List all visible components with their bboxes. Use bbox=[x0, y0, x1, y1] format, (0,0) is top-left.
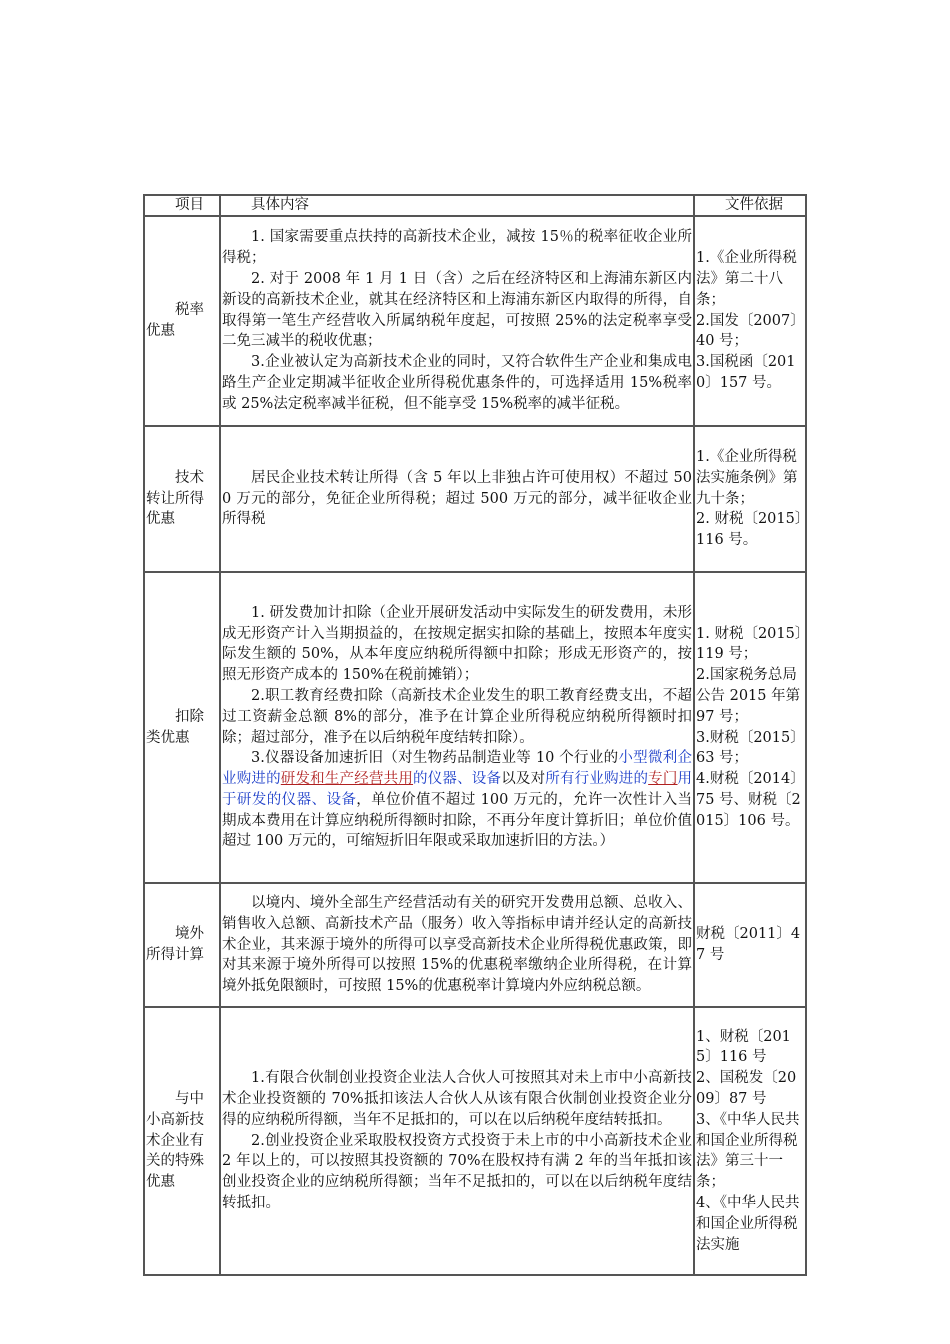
content-paragraph: 居民企业技术转让所得（含 5 年以上非独占许可使用权）不超过 500 万元的部分，免征企业所得税；超过 500 万元的部分，减半征收企业所得税 bbox=[222, 469, 692, 528]
header-content: 具体内容 bbox=[220, 195, 694, 216]
header-item: 项目 bbox=[144, 195, 220, 216]
content-cell bbox=[220, 426, 694, 572]
content-cell bbox=[220, 1007, 694, 1275]
item-cell: 扣除类优惠 bbox=[144, 572, 220, 883]
content-paragraph: 1. 国家需要重点扶持的高新技术企业，减按 15％的税率征收企业所得税； bbox=[222, 229, 692, 267]
basis-cell bbox=[694, 1007, 806, 1275]
basis-line: 2.国发〔2007〕40 号； bbox=[696, 312, 798, 350]
basis-line: 2. 财税〔2015〕116 号。 bbox=[696, 511, 803, 549]
content-cell bbox=[220, 883, 694, 1007]
content-paragraph: 2.职工教育经费扣除（高新技术企业发生的职工教育经费支出，不超过工资薪金总额 8%的部分，准予在计算企业所得税应纳税所得额时扣除；超过部分，准予在以后纳税年度结转扣除）。 bbox=[222, 687, 692, 746]
basis-cell bbox=[694, 426, 806, 572]
basis-cell bbox=[694, 572, 806, 883]
link-text[interactable]: 用于研发的仪器、设备 bbox=[222, 771, 693, 808]
underlined-text[interactable]: 研发和生产经营共用 bbox=[280, 771, 414, 788]
basis-line: 4.财税〔2014〕75 号、财税〔2015〕106 号。 bbox=[696, 771, 801, 829]
underlined-text[interactable]: 专门 bbox=[648, 771, 678, 788]
basis-line: 1.《企业所得税法》第二十八条； bbox=[696, 250, 797, 308]
basis-cell bbox=[694, 883, 806, 1007]
basis-line: 3.财税〔2015〕63 号； bbox=[696, 729, 798, 767]
tax-policy-table bbox=[143, 194, 807, 1276]
content-paragraph: 3.企业被认定为高新技术企业的同时，又符合软件生产企业和集成电路生产企业定期减半征收企业所得税优惠条件的，可选择适用 15%税率或 25%法定税率减半征税，但不能享受 15%税率的减半征税。 bbox=[222, 354, 692, 412]
text-run: 3.仪器设备加速折旧（对生物药品制造业等 10 个行业的 bbox=[251, 750, 619, 767]
basis-line: 1.《企业所得税法实施条例》第九十条； bbox=[696, 449, 798, 507]
content-paragraph bbox=[222, 748, 692, 852]
item-cell: 技术转让所得优惠 bbox=[144, 426, 220, 572]
text-run: 以及对 bbox=[501, 771, 546, 788]
content-cell bbox=[220, 216, 694, 426]
table-row bbox=[144, 426, 806, 572]
content-paragraph: 2. 对于 2008 年 1 月 1 日（含）之后在经济特区和上海浦东新区内新设的高新技术企业，就其在经济特区和上海浦东新区内取得的所得，自取得第一笔生产经营收入所属纳税年度起，可按照 25%的法定税率享受二免三减半的税收优惠； bbox=[222, 271, 692, 350]
table-row bbox=[144, 216, 806, 426]
content-paragraph: 1.有限合伙制创业投资企业法人合伙人可按照其对未上市中小高新技术企业投资额的 70%抵扣该法人合伙人从该有限合伙制创业投资企业分得的应纳税所得额，当年不足抵扣的，可以在以后纳税年度结转抵扣。 bbox=[222, 1070, 692, 1128]
basis-line: 2.国家税务总局公告 2015 年第 97 号； bbox=[696, 667, 801, 725]
link-text[interactable]: 的仪器、设备 bbox=[413, 771, 502, 788]
content-cell bbox=[220, 572, 694, 883]
basis-line: 3.国税函〔2010〕157 号。 bbox=[696, 354, 796, 391]
basis-line: 1. 财税〔2015〕119 号； bbox=[696, 625, 803, 663]
item-cell: 税率优惠 bbox=[144, 216, 220, 426]
table-header-row bbox=[144, 195, 806, 216]
content-paragraph: 1. 研发费加计扣除（企业开展研发活动中实际发生的研发费用，未形成无形资产计入当期损益的，在按规定据实扣除的基础上，按照本年度实际发生额的 50%，从本年度应纳税所得额中扣除；形成无形资产的，按照无形资产成本的 150%在税前摊销）； bbox=[222, 604, 692, 684]
basis-line: 4、《中华人民共和国企业所得税法实施 bbox=[696, 1194, 800, 1253]
link-text[interactable]: 所有行业购进的 bbox=[545, 771, 649, 788]
content-paragraph: 以境内、境外全部生产经营活动有关的研究开发费用总额、总收入、销售收入总额、高新技术产品（服务）收入等指标申请并经认定的高新技术企业，其来源于境外的所得可以享受高新技术企业所得税优惠政策，即对其来源于境外所得可以按照 15%的优惠税率缴纳企业所得税，在计算境外抵免限额时，可按照 15%的优惠税率计算境内外应纳税总额。 bbox=[222, 895, 692, 995]
item-cell: 与中小高新技术企业有关的特殊优惠 bbox=[144, 1007, 220, 1275]
basis-cell bbox=[694, 216, 806, 426]
item-cell: 境外所得计算 bbox=[144, 883, 220, 1007]
header-basis: 文件依据 bbox=[694, 195, 806, 216]
basis-line: 2、国税发〔2009〕87 号 bbox=[696, 1070, 797, 1107]
table-row bbox=[144, 1007, 806, 1275]
table-row bbox=[144, 883, 806, 1007]
table-row bbox=[144, 572, 806, 883]
basis-line: 1、财税〔2015〕116 号 bbox=[696, 1028, 791, 1066]
text-run: ，单位价值不超过 100 万元的，允许一次性计入当期成本费用在计算应纳税所得额时扣除，不再分年度计算折旧；单位价值超过 100 万元的，可缩短折旧年限或采取加速折旧的方法。） bbox=[222, 791, 692, 850]
basis-line: 财税〔2011〕47 号 bbox=[696, 926, 801, 963]
link-text[interactable]: 小型微利企业购进的 bbox=[222, 750, 692, 788]
basis-line: 3、《中华人民共和国企业所得税法》第三十一条； bbox=[696, 1111, 800, 1191]
content-paragraph: 2.创业投资企业采取股权投资方式投资于未上市的中小高新技术企业 2 年以上的，可以按照其投资额的 70%在股权持有满 2 年的当年抵扣该创业投资企业的应纳税所得额；当年不足抵扣的，可以在以后纳税年度结转抵扣。 bbox=[222, 1132, 692, 1211]
